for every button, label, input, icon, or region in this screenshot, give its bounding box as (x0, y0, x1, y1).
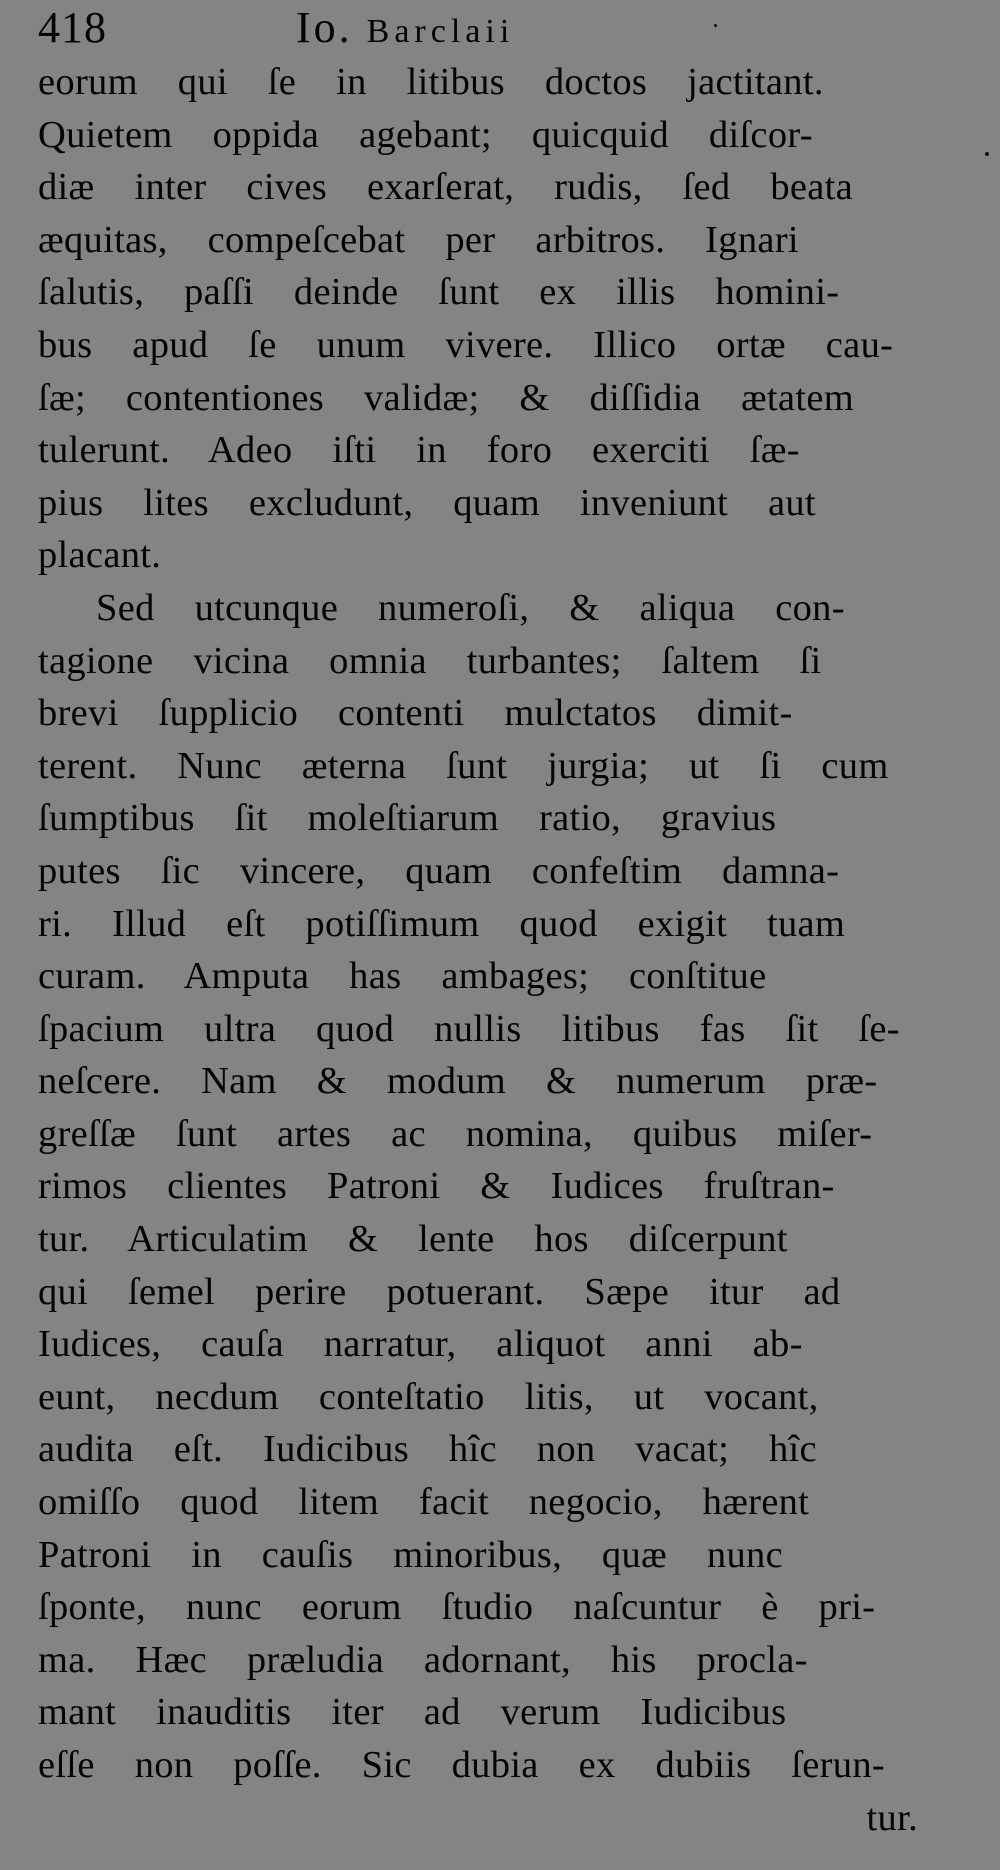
text-line (38, 214, 918, 267)
text-line (38, 1318, 918, 1371)
text-line-content: tur. Articulatim & lente hos diſcerpunt (38, 1218, 788, 1261)
text-line-content: rimos clientes Patroni & Iudices fruſtran- (38, 1165, 835, 1208)
text-line-content: ſalutis, paſſi deinde ſunt ex illis homini- (38, 271, 840, 314)
running-head (296, 0, 514, 60)
text-line (38, 424, 918, 477)
text-line-content: audita eſt. Iudicibus hîc non vacat; hîc (38, 1428, 817, 1471)
body-text (38, 56, 918, 1844)
text-line (38, 950, 918, 1003)
text-line-content: greſſæ ſunt artes ac nomina, quibus miſer- (38, 1112, 873, 1155)
running-head-first: Io. (296, 3, 353, 52)
text-line (38, 1423, 918, 1476)
text-line-content: Quietem oppida agebant; quicquid diſcor- (38, 113, 813, 156)
text-line-content: ſpacium ultra quod nullis litibus fas ſit ſe- (38, 1007, 900, 1050)
text-line (38, 845, 918, 898)
text-line (38, 477, 918, 530)
text-line (38, 1108, 918, 1161)
text-line (38, 582, 918, 635)
text-line-content: terent. Nunc æterna ſunt jurgia; ut ſi cum (38, 744, 889, 787)
text-line (38, 1529, 918, 1582)
text-line (38, 56, 918, 109)
text-line (38, 1266, 918, 1319)
text-line-content: omiſſo quod litem facit negocio, hærent (38, 1481, 810, 1524)
text-line (38, 687, 918, 740)
text-line (38, 1055, 918, 1108)
text-line-content: placant. (38, 534, 162, 577)
text-line (38, 109, 918, 162)
text-line-content: bus apud ſe unum vivere. Illico ortæ cau- (38, 323, 894, 366)
text-line-content: eunt, necdum conteſtatio litis, ut vocant, (38, 1375, 819, 1418)
text-line-content: brevi ſupplicio contenti mulctatos dimit- (38, 692, 793, 735)
text-line (38, 740, 918, 793)
text-line (38, 635, 918, 688)
text-line (38, 1686, 918, 1739)
text-line (38, 898, 918, 951)
text-line-content: ſumptibus ſit moleſtiarum ratio, gravius (38, 797, 777, 840)
page-header (38, 0, 938, 56)
text-line-content: ri. Illud eſt potiſſimum quod exigit tuam (38, 902, 846, 945)
text-line (38, 1739, 918, 1792)
text-line-content: tagione vicina omnia turbantes; ſaltem ſi (38, 639, 822, 682)
text-line (38, 372, 918, 425)
text-line (38, 1213, 918, 1266)
text-line (38, 319, 918, 372)
text-line (38, 1634, 918, 1687)
text-line-content: Sed utcunque numeroſi, & aliqua con- (96, 586, 845, 629)
text-line-content: putes ſic vincere, quam confeſtim damna- (38, 849, 840, 892)
text-line-final (38, 1792, 918, 1845)
text-line-content: diæ inter cives exarſerat, rudis, ſed beata (38, 166, 854, 209)
text-line-content: eſſe non poſſe. Sic dubia ex dubiis ſerun- (38, 1744, 886, 1786)
scan-speck (714, 24, 717, 27)
text-line (38, 1371, 918, 1424)
text-line (38, 161, 918, 214)
text-line (38, 1581, 918, 1634)
page-number: 418 (38, 3, 107, 52)
text-line-content: qui ſemel perire potuerant. Sæpe itur ad (38, 1270, 841, 1313)
text-line (38, 1160, 918, 1213)
text-line-content: ſponte, nunc eorum ſtudio naſcuntur è pri- (38, 1586, 876, 1629)
text-line-content: ſæ; contentiones validæ; & diſſidia ætatem (38, 376, 854, 419)
scan-speck (985, 152, 989, 156)
text-line (38, 1476, 918, 1529)
text-line-content: neſcere. Nam & modum & numerum præ- (38, 1060, 878, 1103)
text-line-content: pius lites excludunt, quam inveniunt aut (38, 481, 816, 524)
text-line (38, 792, 918, 845)
text-line-content: Patroni in cauſis minoribus, quæ nunc (38, 1533, 783, 1576)
text-line (38, 529, 918, 582)
text-line (38, 266, 918, 319)
text-line-content: eorum qui ſe in litibus doctos jactitant. (38, 61, 824, 103)
text-line-content: æquitas, compeſcebat per arbitros. Ignari (38, 218, 799, 261)
text-line-content: ma. Hæc præludia adornant, his procla- (38, 1638, 808, 1681)
text-line-content: curam. Amputa has ambages; conſtitue (38, 955, 767, 998)
text-line-content: tur. (866, 1796, 918, 1839)
running-head-second: Barclaii (366, 13, 515, 50)
text-line-content: mant inauditis iter ad verum Iudicibus (38, 1691, 787, 1734)
text-line (38, 1003, 918, 1056)
text-line-content: Iudices, cauſa narratur, aliquot anni ab- (38, 1323, 803, 1366)
text-line-content: tulerunt. Adeo iſti in foro exerciti ſæ- (38, 429, 800, 472)
